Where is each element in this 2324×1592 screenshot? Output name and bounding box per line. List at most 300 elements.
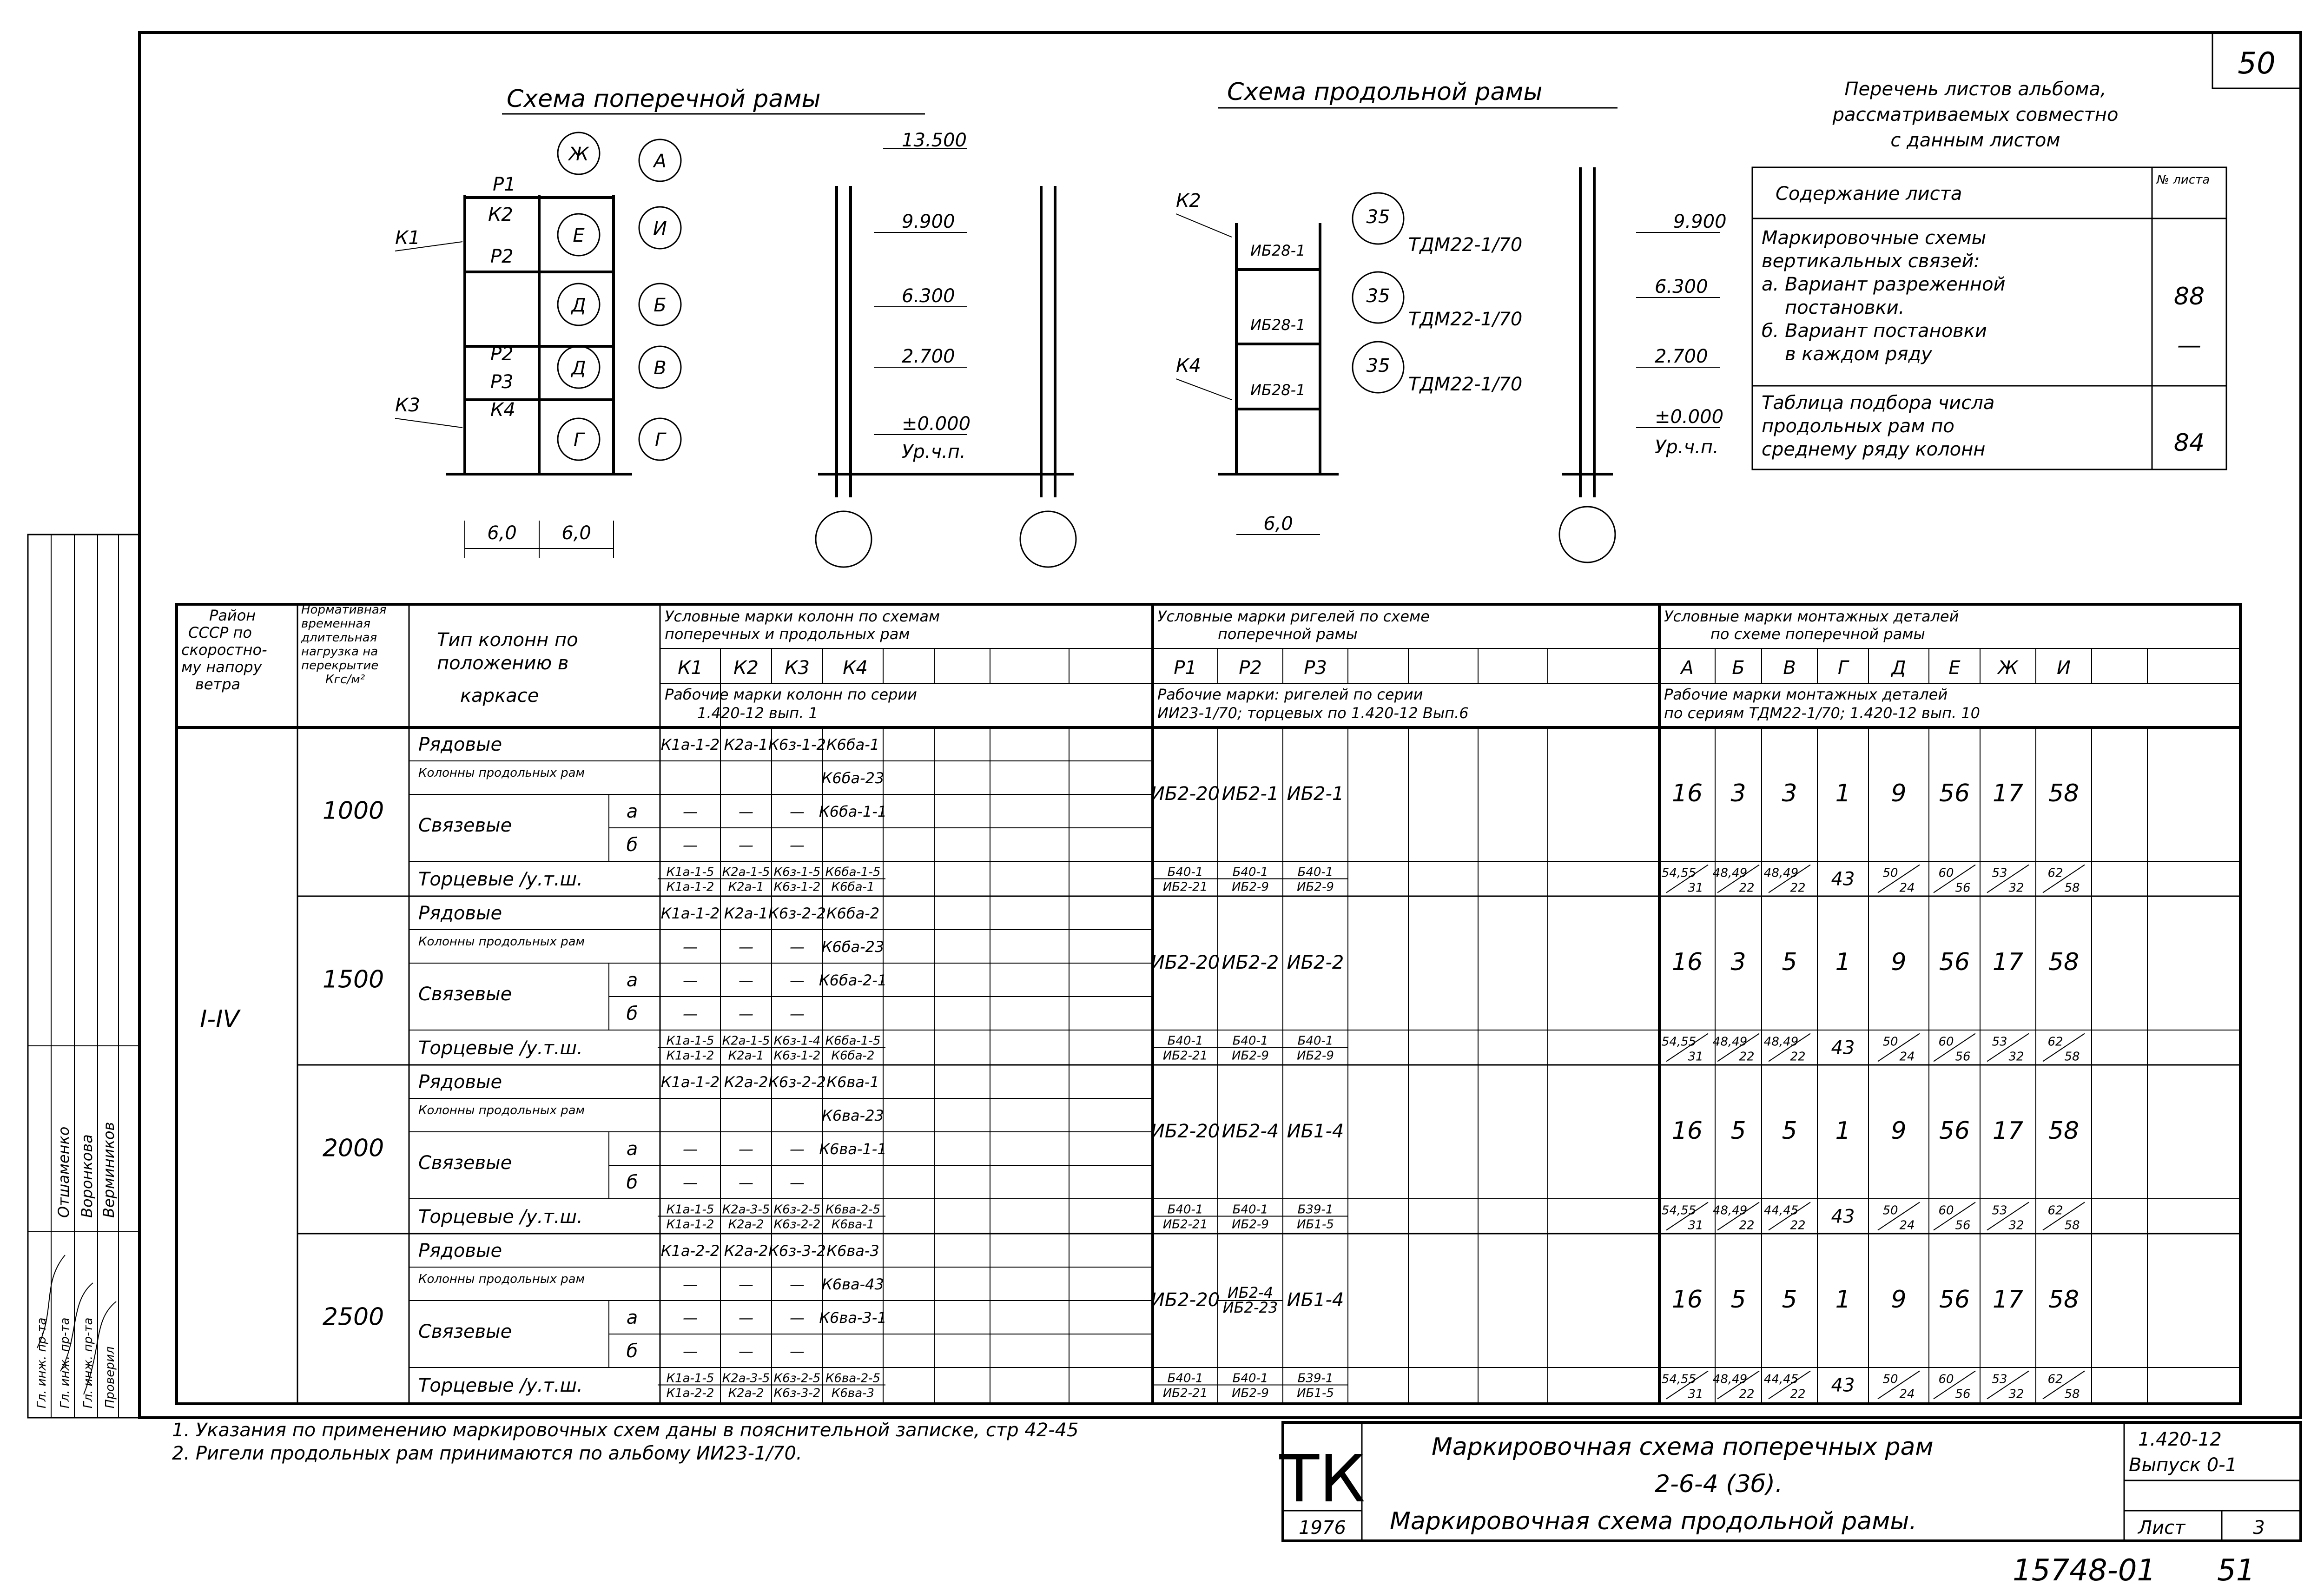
col-cell: К1а-1-2 xyxy=(660,1073,720,1091)
part-cell: 5 xyxy=(1782,1286,1797,1314)
long-circle-3: 35 xyxy=(1366,355,1390,377)
elev-floor: Ур.ч.п. xyxy=(902,441,966,462)
sheet-list-r1-l6: в каждом ряду xyxy=(1785,344,1932,365)
type-row: Колонны продольных рам xyxy=(418,935,585,949)
hd-beamwork-2: ИИ23-1/70; торцевых по 1.420-12 Вып.6 xyxy=(1157,704,1469,722)
part-cell: 56 xyxy=(1939,1286,1970,1314)
type-row: Торцевые /у.т.ш. xyxy=(418,1037,583,1059)
hd-columns-1: Условные марки колонн по схемам xyxy=(665,608,940,625)
col-cell: — xyxy=(683,1342,698,1360)
sub-a: а xyxy=(626,1138,638,1160)
part-end-top: 50 xyxy=(1882,1372,1898,1387)
beam-end-cell-bottom: ИБ2-21 xyxy=(1162,1049,1208,1063)
col-cell-top: К6з-2-5 xyxy=(773,1371,821,1386)
part-end-top: 60 xyxy=(1938,1372,1954,1387)
sub-b: б xyxy=(626,1172,638,1193)
type-row: Торцевые /у.т.ш. xyxy=(418,1375,583,1396)
col-mark-2: К3 xyxy=(785,657,810,679)
col-mark-0: К1 xyxy=(678,657,703,679)
col-cell: — xyxy=(683,1174,698,1191)
beam-end-cell-bottom: ИБ1-5 xyxy=(1297,1217,1334,1232)
beam-cell-bottom: ИБ2-23 xyxy=(1222,1299,1278,1316)
col-cell-top: К2а-1-5 xyxy=(722,865,770,879)
col-cell-bottom: К6ва-3 xyxy=(831,1386,875,1400)
beam-cell: ИБ2-20 xyxy=(1150,1121,1220,1142)
node-zh: Ж xyxy=(568,144,589,165)
hd-type-2: положению в xyxy=(437,653,569,674)
col-cell: — xyxy=(739,1309,753,1327)
title-block xyxy=(1279,1422,2301,1541)
elev-2700: 2.700 xyxy=(902,346,955,367)
col-cell: — xyxy=(790,803,805,820)
part-end-top: 50 xyxy=(1882,1203,1898,1218)
elev-13500: 13.500 xyxy=(902,130,967,151)
node-i: И xyxy=(653,218,667,239)
node-b: Б xyxy=(654,295,667,316)
beam-cell: ИБ2-1 xyxy=(1221,783,1279,805)
col-cell: — xyxy=(683,971,698,989)
col-cell: К2а-1 xyxy=(724,905,768,922)
beam-cell: ИБ2-20 xyxy=(1150,952,1220,973)
beam-end-cell-top: Б40-1 xyxy=(1232,865,1268,879)
part-end-top: 62 xyxy=(2047,1203,2063,1218)
part-end-cell: 43 xyxy=(1831,1037,1855,1059)
col-cell: К6ба-23 xyxy=(821,938,885,956)
part-end-bottom: 56 xyxy=(1955,1050,1971,1064)
col-cell-bottom: К6ва-1 xyxy=(831,1217,875,1232)
part-cell: 56 xyxy=(1939,948,1970,976)
col-cell: К6ба-2 xyxy=(826,905,880,922)
part-mark-0: А xyxy=(1681,657,1694,679)
hd-colwork-2: 1.420-12 вып. 1 xyxy=(697,704,818,722)
type-row: Колонны продольных рам xyxy=(418,1103,585,1117)
part-cell: 9 xyxy=(1891,948,1907,976)
part-end-top: 44,45 xyxy=(1763,1372,1799,1387)
part-cell: 16 xyxy=(1671,779,1703,807)
node-a: А xyxy=(654,151,667,172)
col-cell: — xyxy=(790,938,805,956)
col-cell: К6ба-1 xyxy=(826,736,880,753)
col-cell: — xyxy=(739,836,753,854)
title-year: 1976 xyxy=(1299,1517,1346,1539)
hd-beamwork-1: Рабочие марки: ригелей по серии xyxy=(1157,686,1423,703)
col-cell: — xyxy=(739,1140,753,1158)
span-1: 6,0 xyxy=(487,522,517,544)
col-cell: — xyxy=(683,1005,698,1023)
stamp-role-3: Гл. инж. пр-та xyxy=(81,1317,95,1408)
sheet-list-r1-l4: постановки. xyxy=(1785,297,1905,318)
col-cell-top: К2а-3-5 xyxy=(722,1202,770,1217)
part-end-bottom: 31 xyxy=(1688,881,1703,895)
sheet-list-r2-l3: среднему ряду колонн xyxy=(1762,439,1986,460)
title-line-2: 2-6-4 (3б). xyxy=(1655,1470,1783,1498)
frame-label-k4: К4 xyxy=(490,399,515,421)
col-cell: — xyxy=(739,1342,753,1360)
part-end-bottom: 32 xyxy=(2008,1050,2024,1064)
col-cell-bottom: К6з-1-2 xyxy=(773,880,821,894)
part-end-top: 60 xyxy=(1938,1035,1954,1049)
hd-district-1: Район xyxy=(209,607,256,624)
col-cell-bottom: К6з-3-2 xyxy=(773,1386,821,1400)
part-end-cell: 43 xyxy=(1831,1206,1855,1228)
long-circle-1: 35 xyxy=(1366,206,1390,228)
sheet-label: Лист xyxy=(2138,1517,2185,1539)
series-code: 1.420-12 xyxy=(2138,1429,2222,1450)
beam-cell: ИБ1-4 xyxy=(1287,1121,1344,1142)
long-detail-3: ТДМ22-1/70 xyxy=(1408,374,1523,395)
part-mark-4: Д xyxy=(1891,657,1906,679)
part-mark-1: Б xyxy=(1732,657,1745,679)
col-cell: К6з-1-2 xyxy=(768,736,826,753)
col-cell-bottom: К6ба-1 xyxy=(831,880,875,894)
beam-cell-top: ИБ2-4 xyxy=(1227,1284,1274,1301)
issue-number: Выпуск 0-1 xyxy=(2129,1454,2238,1476)
part-end-bottom: 56 xyxy=(1955,881,1971,895)
part-cell: 1 xyxy=(1835,779,1851,807)
col-cell: К6ба-2-1 xyxy=(819,971,887,989)
beam-cell: ИБ2-1 xyxy=(1287,783,1344,805)
part-end-bottom: 24 xyxy=(1899,1387,1915,1401)
col-cell: К1а-2-2 xyxy=(660,1242,720,1260)
part-cell: 58 xyxy=(2048,1117,2080,1145)
col-cell: — xyxy=(739,938,753,956)
part-end-top: 48,49 xyxy=(1763,866,1799,880)
sub-b: б xyxy=(626,834,638,856)
col-cell: К6ва-1 xyxy=(826,1073,879,1091)
beam-end-cell-top: Б40-1 xyxy=(1232,1202,1268,1217)
part-end-bottom: 22 xyxy=(1790,1387,1806,1401)
long-elev-2700: 2.700 xyxy=(1655,346,1708,367)
hd-beams-2: поперечной рамы xyxy=(1218,625,1358,643)
part-end-bottom: 22 xyxy=(1739,881,1755,895)
long-circle-2: 35 xyxy=(1366,285,1390,307)
col-cell: — xyxy=(790,971,805,989)
col-cell: — xyxy=(790,836,805,854)
col-cell: — xyxy=(683,1275,698,1293)
part-cell: 58 xyxy=(2048,948,2080,976)
part-end-bottom: 58 xyxy=(2064,1387,2080,1401)
frame-label-p1: Р1 xyxy=(493,174,516,195)
long-beam-2: ИБ28-1 xyxy=(1250,316,1306,334)
long-beam-1: ИБ28-1 xyxy=(1250,242,1306,259)
sub-a: а xyxy=(626,1307,638,1328)
long-span: 6,0 xyxy=(1263,513,1293,535)
beam-end-cell-bottom: ИБ2-21 xyxy=(1162,1386,1208,1400)
part-cell: 17 xyxy=(1992,779,2024,807)
stamp-name-1: Отшаменко xyxy=(55,1126,73,1218)
part-end-bottom: 31 xyxy=(1688,1218,1703,1233)
node-g2: Г xyxy=(654,429,666,451)
hd-beams-1: Условные марки ригелей по схеме xyxy=(1157,608,1430,625)
sheet-list-r1-n2: — xyxy=(2177,331,2201,359)
col-cell-top: К6ва-2-5 xyxy=(825,1371,881,1386)
hd-type-1: Тип колонн по xyxy=(437,629,578,651)
part-end-bottom: 22 xyxy=(1790,1050,1806,1064)
beam-end-cell-bottom: ИБ2-9 xyxy=(1297,880,1334,894)
part-end-bottom: 56 xyxy=(1955,1218,1971,1233)
part-end-bottom: 22 xyxy=(1739,1218,1755,1233)
sheet-list-r2-n1: 84 xyxy=(2173,429,2205,457)
col-cell: К6з-3-2 xyxy=(768,1242,826,1260)
beam-end-cell-top: Б40-1 xyxy=(1232,1034,1268,1048)
sheet-number-top: 50 xyxy=(2238,46,2276,81)
beam-cell: ИБ2-2 xyxy=(1221,952,1279,973)
beam-end-cell-bottom: ИБ2-21 xyxy=(1162,1217,1208,1232)
hd-load-3: длительная xyxy=(301,631,377,645)
part-cell: 5 xyxy=(1782,948,1797,976)
col-cell-bottom: К1а-1-2 xyxy=(666,880,714,894)
long-frame-title: Схема продольной рамы xyxy=(1227,78,1543,106)
part-cell: 58 xyxy=(2048,1286,2080,1314)
load-1000: 1000 xyxy=(322,797,384,825)
sub-b: б xyxy=(626,1003,638,1024)
notes xyxy=(172,1420,1079,1464)
hd-district-3: скоростно- xyxy=(181,641,267,659)
col-cell-bottom: К2а-1 xyxy=(728,880,764,894)
hd-colwork-1: Рабочие марки колонн по серии xyxy=(665,686,917,703)
col-cell-top: К1а-1-5 xyxy=(666,1371,714,1386)
hd-partwork-1: Рабочие марки монтажных деталей xyxy=(1664,686,1948,703)
part-cell: 17 xyxy=(1992,1286,2024,1314)
long-detail-2: ТДМ22-1/70 xyxy=(1408,309,1523,330)
col-cell-top: К1а-1-5 xyxy=(666,865,714,879)
hd-type-3: каркасе xyxy=(460,685,539,707)
col-cell: — xyxy=(739,1275,753,1293)
hd-columns-2: поперечных и продольных рам xyxy=(665,625,910,643)
hd-district-5: ветра xyxy=(195,675,241,693)
part-end-top: 53 xyxy=(1992,1035,2007,1049)
part-end-cell: 43 xyxy=(1831,868,1855,890)
beam-end-cell-bottom: ИБ2-9 xyxy=(1232,880,1269,894)
col-cell: К1а-1-2 xyxy=(660,905,720,922)
sheet-list-title-2: рассматриваемых совместно xyxy=(1832,104,2119,126)
sheet-list-title-3: с данным листом xyxy=(1890,130,2060,151)
col-cell: — xyxy=(790,1309,805,1327)
part-end-bottom: 58 xyxy=(2064,881,2080,895)
sheet-list-r1-l3: а. Вариант разреженной xyxy=(1762,274,2006,295)
hd-parts-2: по схеме поперечной рамы xyxy=(1710,625,1925,643)
col-cell-bottom: К6ба-2 xyxy=(831,1049,875,1063)
sub-a: а xyxy=(626,970,638,991)
part-end-top: 48,49 xyxy=(1712,1035,1748,1049)
part-end-top: 62 xyxy=(2047,1035,2063,1049)
part-cell: 16 xyxy=(1671,1117,1703,1145)
beam-end-cell-top: Б40-1 xyxy=(1232,1371,1268,1386)
type-row: Рядовые xyxy=(418,1071,502,1093)
col-cell: — xyxy=(739,1174,753,1191)
part-cell: 1 xyxy=(1835,1117,1851,1145)
part-end-bottom: 22 xyxy=(1739,1387,1755,1401)
sheet-list xyxy=(1752,79,2226,469)
hd-parts-1: Условные марки монтажных деталей xyxy=(1664,608,1959,625)
part-end-top: 62 xyxy=(2047,866,2063,880)
part-cell: 5 xyxy=(1730,1117,1746,1145)
beam-cell: ИБ1-4 xyxy=(1287,1289,1344,1311)
title-line-3: Маркировочная схема продольной рамы. xyxy=(1390,1507,1917,1535)
col-cell: — xyxy=(683,1309,698,1327)
part-mark-2: В xyxy=(1783,657,1796,679)
node-d1: Д xyxy=(571,295,586,316)
part-end-bottom: 32 xyxy=(2008,1218,2024,1233)
sub-a: а xyxy=(626,801,638,822)
part-end-bottom: 24 xyxy=(1899,881,1915,895)
part-cell: 1 xyxy=(1835,948,1851,976)
title-line-1: Маркировочная схема поперечных рам xyxy=(1432,1433,1934,1461)
sheet-list-col-num: № листа xyxy=(2157,173,2210,187)
beam-mark-1: Р2 xyxy=(1239,657,1262,679)
part-mark-7: И xyxy=(2057,657,2071,679)
frame-label-p3: Р3 xyxy=(490,371,514,393)
part-cell: 9 xyxy=(1891,779,1907,807)
cross-frame-title: Схема поперечной рамы xyxy=(507,85,821,113)
col-cell: — xyxy=(790,1275,805,1293)
sheet-list-col-content: Содержание листа xyxy=(1776,183,1962,205)
col-cell: — xyxy=(739,1005,753,1023)
part-cell: 17 xyxy=(1992,948,2024,976)
beam-end-cell-bottom: ИБ2-9 xyxy=(1297,1049,1334,1063)
part-cell: 56 xyxy=(1939,1117,1970,1145)
part-end-top: 54,55 xyxy=(1661,1203,1697,1218)
sheet-list-r1-l1: Маркировочные схемы xyxy=(1762,227,1987,249)
beam-end-cell-bottom: ИБ2-9 xyxy=(1232,1049,1269,1063)
type-row: Связевые xyxy=(418,984,512,1005)
part-cell: 5 xyxy=(1782,1117,1797,1145)
long-detail-1: ТДМ22-1/70 xyxy=(1408,234,1523,256)
beam-end-cell-top: Б39-1 xyxy=(1297,1371,1334,1386)
part-cell: 3 xyxy=(1730,779,1746,807)
beam-end-cell-top: Б40-1 xyxy=(1167,865,1203,879)
part-end-top: 54,55 xyxy=(1661,1035,1697,1049)
stamp-role-4: Проверил xyxy=(103,1346,117,1408)
frame-label-k2: К2 xyxy=(488,204,513,225)
col-cell: К6з-2-2 xyxy=(768,905,826,922)
beam-cell: ИБ2-2 xyxy=(1287,952,1344,973)
sheet-list-title-1: Перечень листов альбома, xyxy=(1844,79,2106,100)
beam-end-cell-top: Б39-1 xyxy=(1297,1202,1334,1217)
elev-9900: 9.900 xyxy=(902,211,955,232)
stamp-name-3: Воронкова xyxy=(78,1134,96,1218)
part-end-cell: 43 xyxy=(1831,1374,1855,1396)
sheet-num: 3 xyxy=(2253,1517,2265,1539)
table-body xyxy=(297,648,2240,1402)
beam-cell: ИБ2-20 xyxy=(1150,1289,1220,1311)
part-end-top: 54,55 xyxy=(1661,1372,1697,1387)
col-cell-top: К2а-1-5 xyxy=(722,1034,770,1048)
type-row: Связевые xyxy=(418,1321,512,1342)
beam-end-cell-top: Б40-1 xyxy=(1297,1034,1334,1048)
col-cell: — xyxy=(683,938,698,956)
part-end-top: 48,49 xyxy=(1763,1035,1799,1049)
part-end-top: 60 xyxy=(1938,866,1954,880)
part-end-top: 60 xyxy=(1938,1203,1954,1218)
col-cell: К6ва-3-1 xyxy=(819,1309,887,1327)
node-e: Е xyxy=(573,225,585,246)
col-cell: — xyxy=(790,1140,805,1158)
beam-end-cell-bottom: ИБ2-9 xyxy=(1232,1386,1269,1400)
col-mark-1: К2 xyxy=(733,657,759,679)
long-elev-6300: 6.300 xyxy=(1655,276,1708,297)
col-cell-top: К6з-1-5 xyxy=(773,865,821,879)
col-cell: К2а-2 xyxy=(724,1242,768,1260)
beam-mark-0: Р1 xyxy=(1174,657,1197,679)
part-end-bottom: 22 xyxy=(1739,1050,1755,1064)
hd-load-6: Кгс/м² xyxy=(325,673,365,687)
col-cell-bottom: К1а-1-2 xyxy=(666,1049,714,1063)
sheet-list-r2-l2: продольных рам по xyxy=(1762,416,1954,437)
node-g1: Г xyxy=(573,429,584,451)
col-cell: К6ба-23 xyxy=(821,769,885,787)
col-cell-top: К1а-1-5 xyxy=(666,1202,714,1217)
part-cell: 17 xyxy=(1992,1117,2024,1145)
col-cell-top: К6з-1-4 xyxy=(773,1034,821,1048)
col-cell: К2а-1 xyxy=(724,736,768,753)
frame-label-k1: К1 xyxy=(395,227,420,249)
part-cell: 16 xyxy=(1671,1286,1703,1314)
part-end-top: 48,49 xyxy=(1712,1372,1748,1387)
long-elev-0000: ±0.000 xyxy=(1655,406,1724,428)
sheet-list-r2-l1: Таблица подбора числа xyxy=(1762,392,1995,414)
beam-end-cell-bottom: ИБ2-9 xyxy=(1232,1217,1269,1232)
col-cell: К6ба-1-1 xyxy=(819,803,887,820)
type-row: Связевые xyxy=(418,815,512,836)
col-cell-top: К6ва-2-5 xyxy=(825,1202,881,1217)
col-cell: — xyxy=(683,1140,698,1158)
hd-load-4: нагрузка на xyxy=(301,645,378,659)
col-cell-bottom: К2а-1 xyxy=(728,1049,764,1063)
footer-page: 51 xyxy=(2217,1553,2255,1588)
part-end-top: 53 xyxy=(1992,1203,2007,1218)
hd-load-2: временная xyxy=(301,617,371,631)
col-cell: К1а-1-2 xyxy=(660,736,720,753)
part-cell: 9 xyxy=(1891,1117,1907,1145)
sheet-list-r1-l2: вертикальных связей: xyxy=(1762,251,1980,272)
part-end-bottom: 24 xyxy=(1899,1050,1915,1064)
part-cell: 58 xyxy=(2048,779,2080,807)
col-cell: — xyxy=(683,836,698,854)
type-row: Торцевые /у.т.ш. xyxy=(418,869,583,890)
district-value: I-IV xyxy=(200,1005,240,1033)
type-row: Рядовые xyxy=(418,734,502,755)
col-cell-bottom: К6з-2-2 xyxy=(773,1217,821,1232)
part-end-bottom: 22 xyxy=(1790,881,1806,895)
hd-load-5: перекрытие xyxy=(301,659,379,673)
part-end-top: 53 xyxy=(1992,1372,2007,1387)
col-mark-3: К4 xyxy=(843,657,868,679)
col-cell: — xyxy=(790,1005,805,1023)
col-cell-top: К6ба-1-5 xyxy=(825,865,881,879)
type-row: Торцевые /у.т.ш. xyxy=(418,1206,583,1228)
part-end-bottom: 58 xyxy=(2064,1218,2080,1233)
sheet-list-r1-n1: 88 xyxy=(2173,283,2205,310)
type-row: Связевые xyxy=(418,1152,512,1174)
long-frame-scheme xyxy=(1176,78,1727,562)
stamp-name-4: Вермиников xyxy=(100,1122,118,1218)
part-end-top: 62 xyxy=(2047,1372,2063,1387)
footer-code: 15748-01 xyxy=(2013,1553,2156,1588)
part-cell: 5 xyxy=(1730,1286,1746,1314)
col-cell-bottom: К1а-2-2 xyxy=(666,1386,714,1400)
stamp-role-1: Гл. инж. пр-та xyxy=(35,1317,49,1408)
part-end-bottom: 32 xyxy=(2008,1387,2024,1401)
beam-cell: ИБ2-20 xyxy=(1150,783,1220,805)
node-d2: Д xyxy=(571,357,586,379)
part-end-bottom: 58 xyxy=(2064,1050,2080,1064)
part-cell: 3 xyxy=(1730,948,1746,976)
load-2000: 2000 xyxy=(322,1134,384,1163)
part-cell: 9 xyxy=(1891,1286,1907,1314)
col-cell: — xyxy=(739,971,753,989)
beam-end-cell-top: Б40-1 xyxy=(1297,865,1334,879)
